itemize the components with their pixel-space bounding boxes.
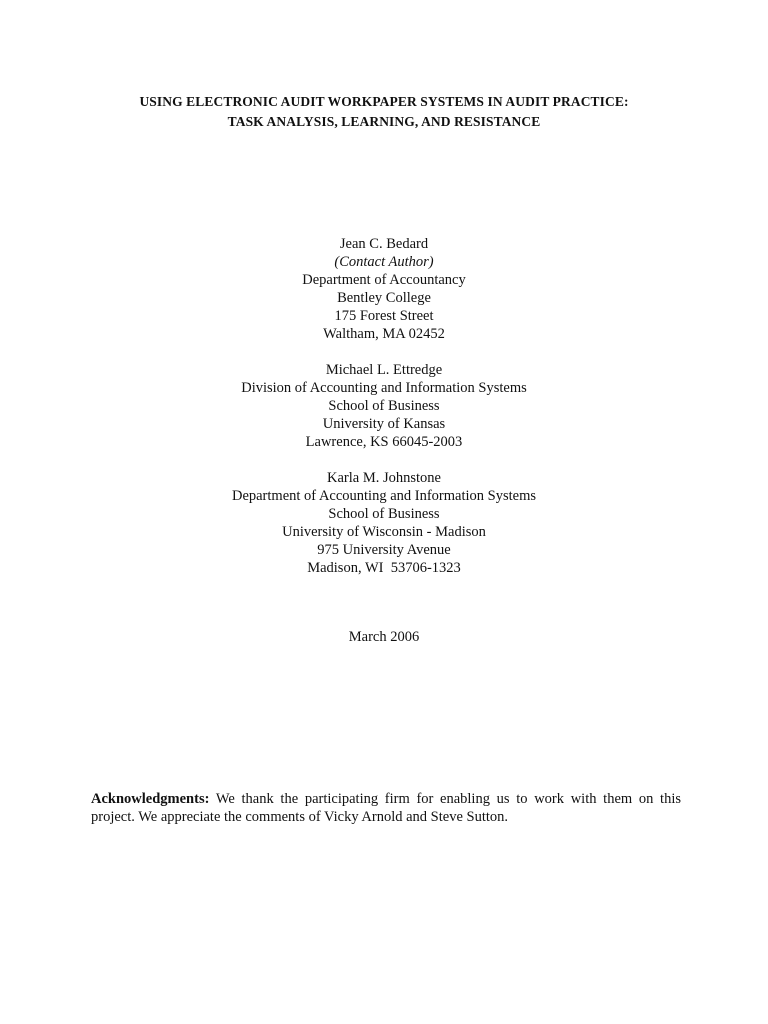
acknowledgments-text: We thank the participating firm for enabling us to work with them on this project. We appreciate the comments of Vicky Arnold and Steve Sutton. <box>91 791 681 825</box>
author-affiliation-line: Bentley College <box>337 290 431 306</box>
author-name: Jean C. Bedard <box>339 236 429 252</box>
author-affiliation-line: 175 Forest Street <box>334 308 434 324</box>
author-block-johnstone <box>0 469 768 577</box>
contact-author-note: (Contact Author) <box>334 254 434 270</box>
author-affiliation-line: 975 University Avenue <box>317 542 451 558</box>
author-affiliation-line: School of Business <box>328 398 440 414</box>
author-list <box>0 235 768 595</box>
title-line-1: USING ELECTRONIC AUDIT WORKPAPER SYSTEMS IN AUDIT PRACTICE: <box>139 94 629 109</box>
author-affiliation-line: University of Wisconsin - Madison <box>282 524 486 540</box>
author-affiliation-line: Madison, WI 53706-1323 <box>307 560 461 576</box>
author-affiliation-line: Department of Accounting and Information Systems <box>231 488 537 504</box>
author-affiliation-line: Lawrence, KS 66045-2003 <box>305 434 463 450</box>
author-affiliation-line: School of Business <box>328 506 440 522</box>
author-block-ettredge <box>0 361 768 451</box>
author-block-bedard <box>0 235 768 343</box>
author-affiliation-line: Department of Accountancy <box>302 272 466 288</box>
author-affiliation-line: University of Kansas <box>322 416 446 432</box>
author-affiliation-line: Division of Accounting and Information Systems <box>241 380 527 396</box>
paper-date: March 2006 <box>348 629 420 645</box>
acknowledgments-paragraph <box>91 790 681 826</box>
author-affiliation-line: Waltham, MA 02452 <box>323 326 445 342</box>
paper-title <box>0 92 768 132</box>
author-name: Karla M. Johnstone <box>327 470 441 486</box>
author-name: Michael L. Ettredge <box>325 362 443 378</box>
title-line-2: TASK ANALYSIS, LEARNING, AND RESISTANCE <box>227 114 541 129</box>
acknowledgments-label: Acknowledgments: <box>91 791 210 807</box>
